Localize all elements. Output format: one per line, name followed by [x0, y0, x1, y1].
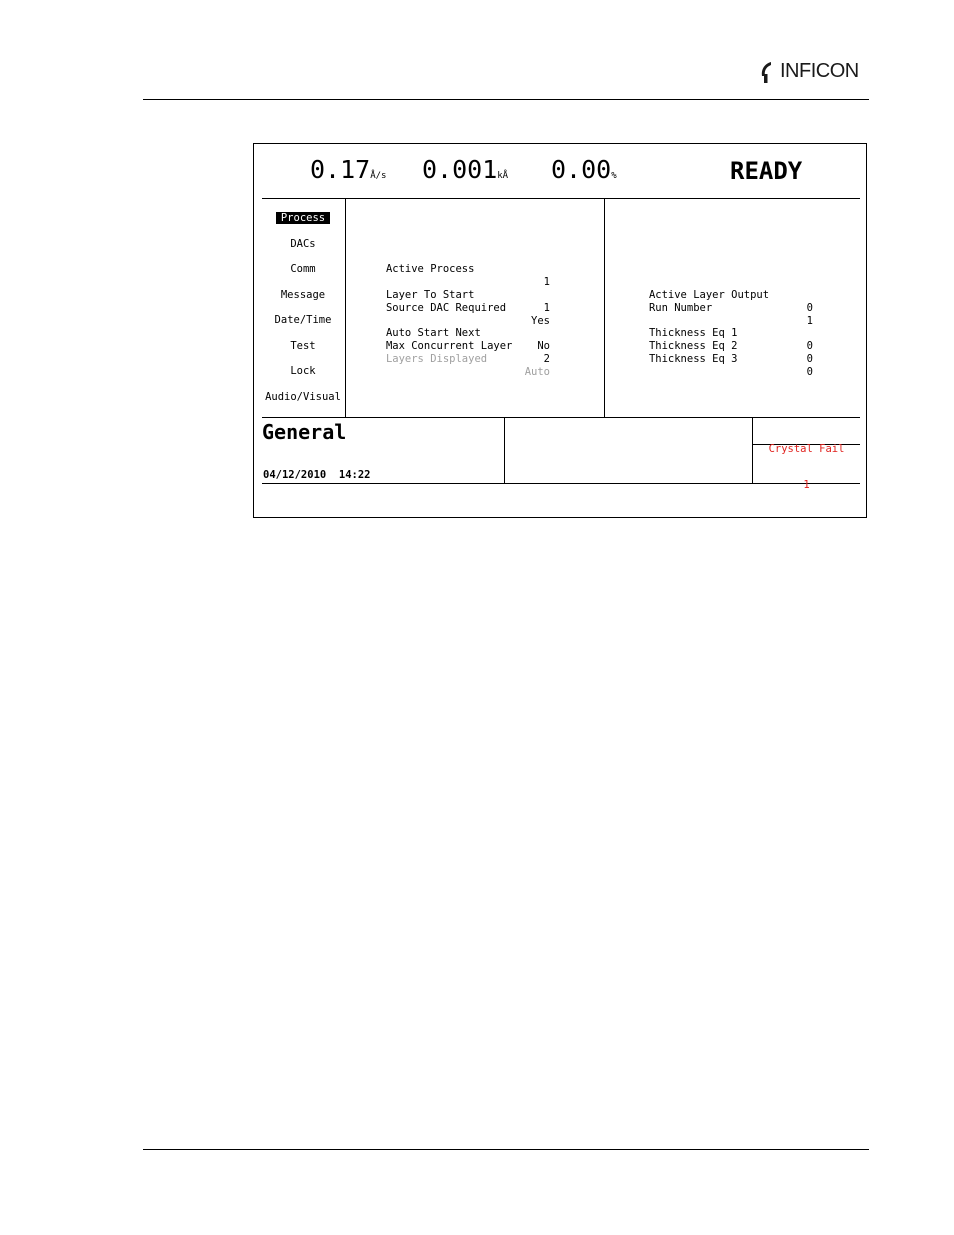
inficon-logo-mark-icon	[758, 61, 778, 83]
setting-label: Thickness Eq 1	[648, 327, 738, 339]
footer-rule	[143, 1149, 869, 1150]
footer-divider	[262, 417, 860, 418]
setting-label: Source DAC Required	[385, 302, 507, 314]
setting-label: Thickness Eq 3	[648, 353, 738, 365]
current-date: 04/12/2010	[263, 469, 327, 481]
setting-label: Active Layer Output	[648, 289, 770, 301]
setting-label: Thickness Eq 2	[648, 340, 738, 352]
menu-item-message[interactable]: Message	[280, 289, 326, 301]
header-rule	[143, 99, 869, 100]
date-time-display	[263, 469, 370, 481]
power-value: 0.00	[551, 155, 612, 184]
setting-layers-displayed	[348, 340, 550, 378]
setting-value: Yes	[531, 315, 550, 327]
setup-menu	[257, 144, 349, 404]
power-unit: %	[611, 171, 617, 181]
setting-label: Layers Displayed	[385, 353, 488, 365]
brand-name: INFICON	[780, 60, 859, 82]
setting-label: Active Process	[385, 263, 475, 275]
menu-item-audio-visual[interactable]: Audio/Visual	[265, 391, 341, 403]
output-settings	[611, 144, 851, 404]
rate-value: 0.17	[310, 155, 371, 184]
menu-item-dacs[interactable]: DACs	[290, 238, 316, 250]
setting-thickness-eq-3[interactable]	[611, 340, 813, 378]
status-indicator: READY	[730, 157, 803, 185]
thickness-unit: kÅ	[497, 171, 509, 181]
rate-unit: Å/s	[370, 171, 387, 181]
menu-item-date-time[interactable]: Date/Time	[274, 314, 332, 326]
setting-value: Auto	[524, 366, 550, 378]
setting-value: 0	[806, 353, 813, 365]
alarm-count: 1	[803, 479, 810, 491]
setting-value: 1	[806, 315, 813, 327]
setting-value: No	[537, 340, 550, 352]
setting-value: 1	[543, 276, 550, 288]
setting-value: 1	[543, 302, 550, 314]
inficon-logo	[758, 58, 876, 86]
alarm-message: Crystal Fail	[768, 443, 845, 455]
setting-active-process[interactable]	[348, 250, 550, 288]
setting-value: 0	[806, 366, 813, 378]
setting-run-number[interactable]	[611, 289, 813, 327]
process-settings	[348, 144, 602, 404]
alarm-indicator	[753, 419, 860, 515]
menu-item-comm[interactable]: Comm	[290, 263, 316, 275]
column-divider	[604, 198, 605, 417]
instrument-screen	[253, 143, 867, 518]
setting-source-dac-required[interactable]	[348, 289, 550, 327]
menu-item-lock[interactable]: Lock	[290, 365, 316, 377]
setting-value: 0	[806, 340, 813, 352]
thickness-value: 0.001	[422, 155, 498, 184]
footer-divider-mid	[504, 417, 505, 483]
current-time: 14:22	[338, 469, 371, 481]
setting-value: 2	[543, 353, 550, 365]
setting-label: Layer To Start	[385, 289, 475, 301]
menu-item-test[interactable]: Test	[290, 340, 316, 352]
section-title: General	[262, 420, 347, 444]
menu-item-process[interactable]: Process	[257, 212, 349, 224]
setting-label: Run Number	[648, 302, 713, 314]
setting-label: Max Concurrent Layer	[385, 340, 513, 352]
setting-label: Auto Start Next	[385, 327, 481, 339]
setting-value: 0	[806, 302, 813, 314]
